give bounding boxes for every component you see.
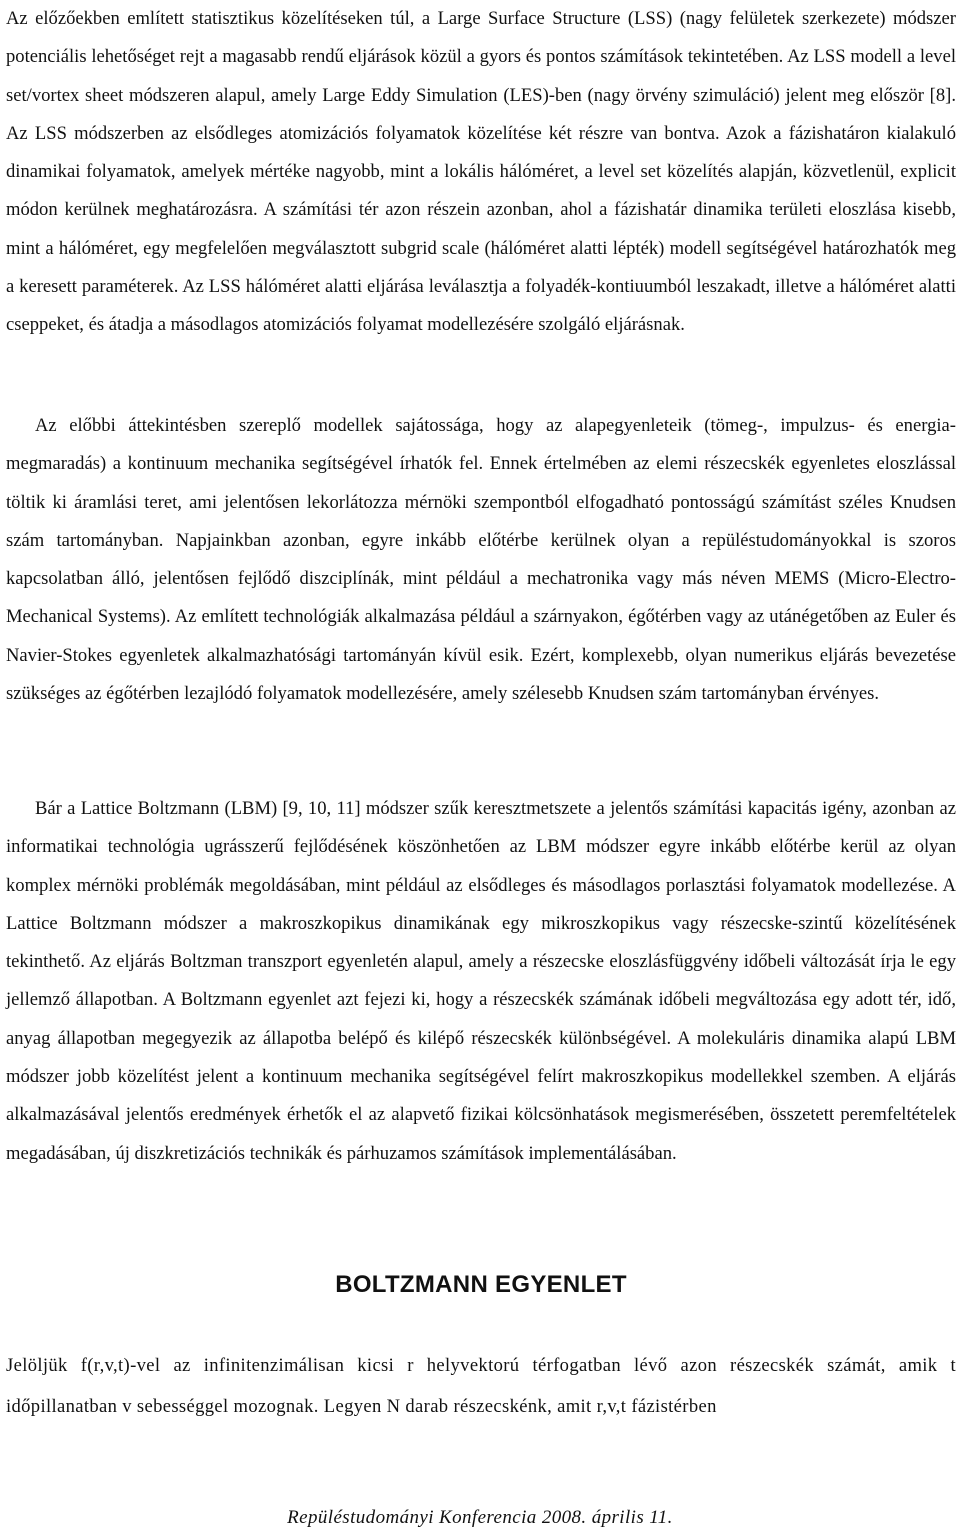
paragraph-continuum-models: Az előbbi áttekintésben szereplő modellek sajátossága, hogy az alapegyenleteik (tömeg-, impulzus- és energia-megmaradás) a kontinuum mechanika segítségével írhatók fel. Ennek értelmében az elemi részecskék egyenletes eloszlással töltik ki áramlási teret, ami jelentősen lekorlátozza mérnöki szempontból elfogadható pontosságú számítást széles Knudsen szám tartományban. Napjainkban azonban, egyre inkább előtérbe kerülnek olyan a repüléstudományokkal is szoros kapcsolatban álló, jelentősen fejlődő diszciplínák, mint például a mechatronika vagy más néven MEMS (Micro-Electro-Mechanical Systems). Az említett technológiák alkalmazása például a szárnyakon, égőtérben vagy az utánégetőben az Euler és Navier-Stokes egyenletek alkalmazhatósági tartományán kívül esik. Ezért, komplexebb, olyan numerikus eljárás bevezetése szükséges az égőtérben lezajlódó folyamatok modellezésére, amely szélesebb Knudsen szám tartományban érvényes. (6, 415, 956, 705)
paragraph-lattice-boltzmann: Bár a Lattice Boltzmann (LBM) [9, 10, 11] módszer szűk keresztmetszete a jelentős számítási kapacitás igény, azonban az informatikai technológia ugrásszerű fejlődésének köszönhetően az LBM módszer egyre inkább előtérbe kerül az olyan komplex mérnöki problémák megoldásában, mint például az elsődleges és másodlagos porlasztási folyamatok modellezése. A Lattice Boltzmann módszer a makroszkopikus dinamikának egy mikroszkopikus vagy részecske-szintű közelítésének tekinthető. Az eljárás Boltzman transzport egyenletén alapul, amely a részecske eloszlásfüggvény időbeli változását írja le egy jellemző állapotban. A Boltzmann egyenlet azt fejezi ki, hogy a részecskék számának időbeli megváltozása egy adott tér, idő, anyag állapotban megegyezik az állapotba belépő és kilépő részecskék különbségével. A molekuláris dinamika alapú LBM módszer jobb közelítést jelent a kontinuum mechanika segítségével felírt makroszkopikus modellekkel szemben. A eljárás alkalmazásával jelentős eredmények érhetők el az alapvető fizikai kölcsönhatások megismerésében, összetett peremfeltételek megadásában, új diszkretizációs technikák és párhuzamos számítások implementálásában. (6, 798, 956, 1164)
section-heading: BOLTZMANN EGYENLET (335, 1271, 627, 1298)
paragraph-boltzmann-definition: Jelöljük f(r,v,t)-vel az infinitenzimálisan kicsi r helyvektorú térfogatban lévő azon részecskék számát, amik t időpillanatban v sebességgel mozognak. Legyen N darab részecskénk, amit r,v,t fázistérben (6, 1355, 956, 1417)
page-footer: Repüléstudományi Konferencia 2008. április 11. (287, 1507, 673, 1528)
paragraph-lss-method: Az előzőekben említett statisztikus közelítéseken túl, a Large Surface Structure (LSS) (nagy felületek szerkezete) módszer potenciális lehetőséget rejt a magasabb rendű eljárások közül a gyors és pontos számítások tekintetében. Az LSS modell a level set/vortex sheet módszeren alapul, amely Large Eddy Simulation (LES)-ben (nagy örvény szimuláció) jelent meg először [8]. Az LSS módszerben az elsődleges atomizációs folyamatok közelítése két részre van bontva. Azok a fázishatáron kialakuló dinamikai folyamatok, amelyek mértéke nagyobb, mint a lokális hálóméret, a level set közelítés alapján, közvetlenül, explicit módon kerülnek meghatározásra. A számítási tér azon részein azonban, ahol a fázishatár dinamika területi eloszlása kisebb, mint a hálóméret, egy megfelelően megválasztott subgrid scale (hálóméret alatti lépték) modell segítségével határozhatók meg a keresett paraméterek. Az LSS hálóméret alatti eljárása leválasztja a folyadék-kontiuumból leszakadt, illetve a hálóméret alatti cseppeket, és átadja a másodlagos atomizációs folyamat modellezésére szolgáló eljárásnak. (6, 8, 956, 336)
